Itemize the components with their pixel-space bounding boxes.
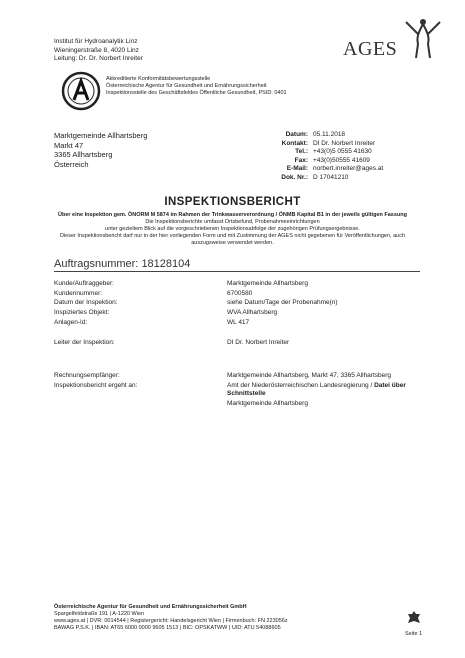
order-number xyxy=(54,258,190,270)
inspection-leader xyxy=(54,339,434,348)
info-label: Inspiziertes Objekt: xyxy=(54,309,110,317)
info-label: Inspektionsbericht ergeht an: xyxy=(54,381,138,389)
note-line: Dieser Inspektionsbericht darf nur in der hier vorliegenden Form und mit Zustimmung der AGES nicht gegebenen für Veröffentlichungen, auch auszugsweise verwendet werden. xyxy=(59,233,406,246)
footer-line: www.ages.at | DVR: 0014544 | Registergericht: Handelsgericht Wien | Firmenbuch: FN 223056z xyxy=(54,618,288,624)
address-line: Marktgemeinde Allhartsberg xyxy=(54,131,148,140)
info-label: Leiter der Inspektion: xyxy=(54,339,115,346)
detail-label: Kontakt: xyxy=(281,139,308,147)
recipient-address xyxy=(54,131,214,169)
detail-row xyxy=(248,165,438,174)
info-row xyxy=(54,319,434,328)
email-link[interactable]: norbert.inreiter@ages.at xyxy=(313,165,384,172)
info-value: siehe Datum/Tage der Probenahme(n) xyxy=(227,299,338,307)
footer-line: Spargelfeldstraße 191 | A-1220 Wien xyxy=(54,611,145,617)
info-label: Anlagen-Id: xyxy=(54,318,88,326)
info-row xyxy=(54,372,434,381)
info-value xyxy=(227,382,434,399)
info-value: DI Dr. Norbert Inreiter xyxy=(227,339,290,346)
institute-info xyxy=(54,38,274,64)
detail-row xyxy=(248,131,438,140)
order-label: Auftragsnummer: xyxy=(54,258,139,270)
detail-value: +43(0)50555 41609 xyxy=(313,156,370,164)
coat-of-arms-icon xyxy=(406,610,422,626)
footer-company: Österreichische Agentur für Gesundheit und Ernährungssicherheit GmbH xyxy=(54,604,247,610)
institute-address: Wieningerstraße 8, 4020 Linz xyxy=(54,46,139,54)
detail-row xyxy=(248,174,438,183)
ages-logo-text: AGES xyxy=(343,38,398,60)
note-line: Die Inspektionsberichte umfasst Ortsbefund, Probenahmeeinrichtungen xyxy=(145,219,320,225)
info-label: Datum der Inspektion: xyxy=(54,299,118,307)
info-row xyxy=(54,280,434,289)
address-line: Österreich xyxy=(54,159,89,169)
footer-emblem xyxy=(405,610,422,638)
institute-leader: Leitung: Dr. Dr. Norbert Inreiter xyxy=(54,55,143,62)
address-line: Markt 47 xyxy=(54,140,84,150)
detail-label: E-Mail: xyxy=(286,165,308,172)
detail-row xyxy=(248,140,438,149)
report-notes xyxy=(50,212,415,247)
detail-value: 05.11.2018 xyxy=(313,131,346,138)
order-value: 18128104 xyxy=(141,258,191,270)
info-value: WVA Allhartsberg xyxy=(227,309,278,317)
billing-info xyxy=(54,372,434,410)
info-value: WL 417 xyxy=(227,318,250,326)
detail-row xyxy=(248,148,438,157)
detail-value: +43(0)5 0555 41630 xyxy=(313,148,372,155)
page-number: Seite 1 xyxy=(405,631,423,637)
info-row xyxy=(54,299,434,308)
accreditation-line: Akkreditierte Konformitätsbewertungsstelle xyxy=(106,76,211,82)
detail-row xyxy=(248,157,438,166)
institute-name: Institut für Hydroanalytik Linz xyxy=(54,38,138,45)
info-value: 6700580 xyxy=(227,289,253,297)
detail-label: Tel.: xyxy=(295,148,308,155)
footer xyxy=(54,604,374,632)
delivery-method: Datei über Schnittstelle xyxy=(227,381,406,398)
accreditation-line: Österreichische Agentur für Gesundheit und Ernährungssicherheit xyxy=(106,83,267,89)
inspection-info xyxy=(54,280,434,328)
info-label: Kundennummer: xyxy=(54,289,103,297)
accreditation-seal-icon xyxy=(61,71,101,111)
info-row xyxy=(54,309,434,318)
detail-label: Datum: xyxy=(285,131,308,138)
info-row xyxy=(54,382,434,399)
detail-label: Dok. Nr.: xyxy=(281,173,308,181)
info-label: Rechnungsempfänger: xyxy=(54,372,120,379)
footer-line: BAWAG P.S.K. | IBAN: AT65 6000 0000 9605 1513 | BIC: OPSKATWW | UID: ATU 54088605 xyxy=(54,625,281,631)
detail-label: Fax: xyxy=(294,156,308,164)
recipient-authority: Amt der Niederösterreichischen Landesregierung / xyxy=(227,381,375,389)
detail-value: D 17041210 xyxy=(313,173,349,181)
info-value: Marktgemeinde Allhartsberg, Markt 47, 3365 Allhartsberg xyxy=(227,372,392,379)
accreditation-text xyxy=(106,76,426,97)
note-line: Über eine Inspektion gem. ÖNORM M 5874 im Rahmen der Trinkwasserverordnung / ÖNMB Kapital B1 in der jeweils gültigen Fassung xyxy=(57,212,408,218)
info-label: Kunde/Auftraggeber: xyxy=(54,280,114,287)
info-row xyxy=(54,400,434,409)
address-line: 3365 Allhartsberg xyxy=(54,150,113,159)
divider xyxy=(54,271,420,272)
accreditation-line: Inspektionsstelle des Geschäftsfeldes Öffentliche Gesundheit, PSID: 0401 xyxy=(106,90,287,96)
info-value: Marktgemeinde Allhartsberg xyxy=(227,280,308,287)
document-details xyxy=(248,131,438,182)
detail-value: DI Dr. Norbert Inreiter xyxy=(313,139,376,147)
note-line: unter gezieltem Blick auf die vorgeschriebenen Inspektionsabfolge der zugehörigen Prüfungsergebnisse. xyxy=(105,226,360,232)
info-row xyxy=(54,290,434,299)
ages-logo-figure-icon xyxy=(404,18,442,60)
info-label xyxy=(54,400,227,409)
info-value: Marktgemeinde Allhartsberg xyxy=(227,399,308,407)
report-title: INSPEKTIONSBERICHT xyxy=(164,196,301,208)
